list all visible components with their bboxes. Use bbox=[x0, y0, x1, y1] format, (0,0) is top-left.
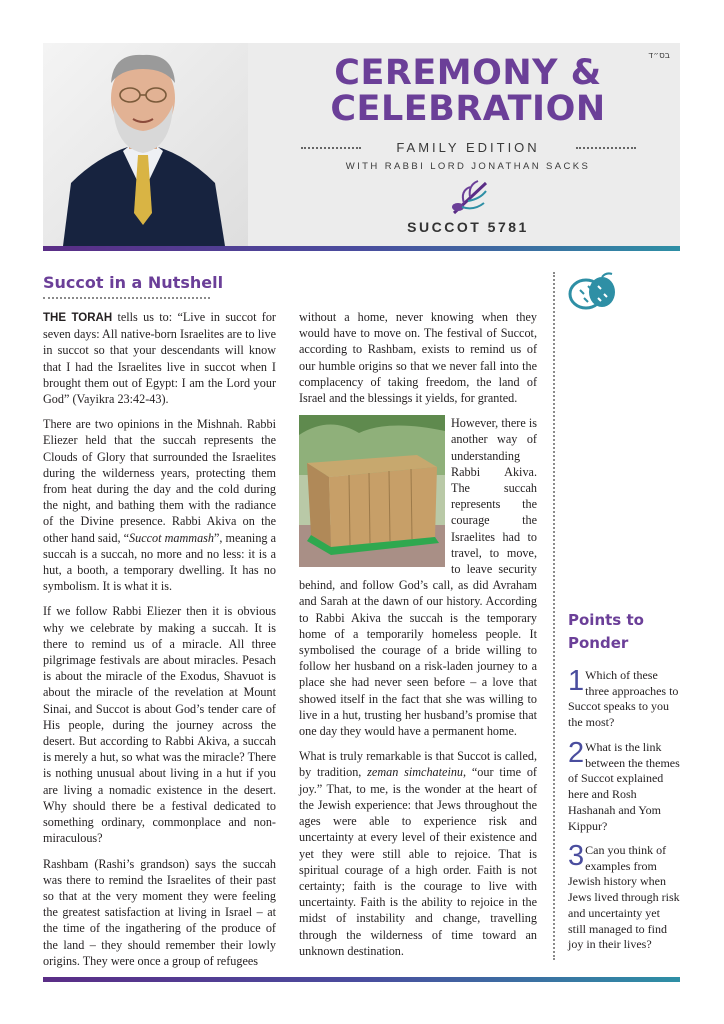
byline: WITH RABBI LORD JONATHAN SACKS bbox=[345, 161, 591, 172]
paragraph-text: There are two opinions in the Mishnah. Rabbi Eliezer held that the succah represents the Clouds of Glory that surrounded the Israelites during the wilderness years, protecting them from heat during the day and the cold during the night, and bathing them with the radiance of the Divine presence. Rabbi Akiva on the other hand said, “ bbox=[43, 417, 276, 545]
paragraph-text: , “our time of joy.” That, to me, is the wonder at the heart of the Jewish experience: that Jews throughout the ages were able to experience risk and uncertainty at every level of their existence and yet they were still able to rejoice. That is spiritual courage of a high order. Faith is not certainty; faith is the courage to live with uncertainty. Faith is the ability to rejoice in the midst of instability and change, travelling through the wilderness of time toward an unknown destination. bbox=[299, 765, 537, 958]
paragraph-text: What is truly remarkable is that Succot is called, by tradition, bbox=[299, 749, 537, 780]
edition-label: FAMILY EDITION bbox=[396, 140, 540, 155]
column-2 bbox=[299, 309, 537, 968]
sidebar-heading-line-2: Ponder bbox=[568, 634, 629, 652]
paragraph bbox=[299, 748, 537, 959]
question-item bbox=[568, 665, 680, 731]
paragraph: without a home, never knowing when they would have to move on. The festival of Succot, according to Rashbam, exists to remind us of our humble origins so that we never fall into the complacency of taking freedom, the land of Israel and the blessings it yields, for granted. bbox=[299, 310, 537, 406]
portrait-photo bbox=[43, 43, 248, 246]
title-line-2: CELEBRATION bbox=[330, 89, 606, 129]
paragraph-text: tells us to: “Live in succot for seven days: All native-born Israelites are to live in succot so that your descendants will know that I had the Israelites live in succot when I brought them out of Egypt: I am the Lord your God” (Vayikra 23:42-43). bbox=[43, 310, 276, 407]
question-item bbox=[568, 840, 680, 953]
paragraph: Rashbam (Rashi’s grandson) says the succah was there to remind the Israelites of their past so that at the very moment they were feeling the greatest satisfaction at living in Israel – at the time of the ingathering of the produce of the land – they should remember their lowly origins. They were once a group of refugees bbox=[43, 856, 276, 968]
title-line-1: CEREMONY & bbox=[334, 53, 602, 93]
sidebar-heading bbox=[568, 609, 644, 655]
header-banner bbox=[43, 43, 680, 246]
paragraph bbox=[299, 415, 537, 739]
lulav-icon bbox=[448, 177, 492, 217]
paragraph-text: However, there is another way of understanding Rabbi Akiva. The succah represents the courage the Israelites had to travel, to move, to leave security behind, and follow God’s call, as did Avraham and Sarah at the dawn of our history. According to Rabbi Akiva the succah is the temporary home of a temporarily homeless people. It symbolised the courage of a bride willing to follow her husband on a risk-laden journey to a place she had never seen before – a love that showed itself in the fact that she was willing to live in a hut, trusting her husband’s promise that one day they would have a permanent home. bbox=[299, 416, 537, 739]
column-1 bbox=[43, 309, 276, 978]
heading-underline bbox=[43, 297, 210, 299]
sidebar-divider bbox=[553, 272, 555, 960]
paragraph bbox=[43, 416, 276, 594]
question-number: 2 bbox=[568, 737, 585, 769]
question-text: What is the link between the themes of Succot explained here and Rosh Hashanah and Yom Kippur? bbox=[568, 740, 680, 833]
section-heading: Succot in a Nutshell bbox=[43, 273, 224, 292]
question-number: 1 bbox=[568, 665, 585, 697]
paragraph: If we follow Rabbi Eliezer then it is obvious why we celebrate by making a succah. It is there to remind us of a miracle. All three pilgrimage festivals are about miracles. Pesach is about the miracle of the Exodus, Shavuot is about the miracle of the revelation at Mount Sinai, and Succot is about God’s tender care of His people, during the journey across the desert. But according to Rabbi Akiva, a succah is merely a hut, so what was the miracle? There is nothing unusual about living in a hut if you are living a nomadic existence in the desert. Why should there be a festival dedicated to something ordinary, commonplace and non-miraculous? bbox=[43, 604, 276, 846]
page-title bbox=[298, 55, 638, 127]
italic-term: Succot mammash bbox=[129, 530, 215, 545]
paragraph-text: ”, meaning a succah is a succah, no more and no less: it is a hut, a booth, a temporary dwelling. It has no symbolism. It is what it is. bbox=[43, 530, 276, 594]
succah-photo bbox=[299, 415, 445, 567]
footer-rule bbox=[43, 977, 680, 982]
italic-term: zeman simchateinu bbox=[367, 765, 464, 780]
sidebar-heading-line-1: Points to bbox=[568, 611, 644, 629]
hebrew-mark: בס״ד bbox=[648, 51, 670, 61]
question-number: 3 bbox=[568, 840, 585, 872]
issue-label: SUCCOT 5781 bbox=[407, 219, 529, 235]
question-text: Which of these three approaches to Succot speaks to you the most? bbox=[568, 668, 679, 730]
question-item bbox=[568, 737, 680, 834]
fruit-icon bbox=[566, 272, 620, 314]
paragraph bbox=[43, 309, 276, 407]
lead-in: THE TORAH bbox=[43, 312, 113, 324]
header-rule bbox=[43, 246, 680, 251]
question-text: Can you think of examples from Jewish history when Jews lived through risk and uncertainty yet still managed to find joy in their lives? bbox=[568, 843, 680, 952]
